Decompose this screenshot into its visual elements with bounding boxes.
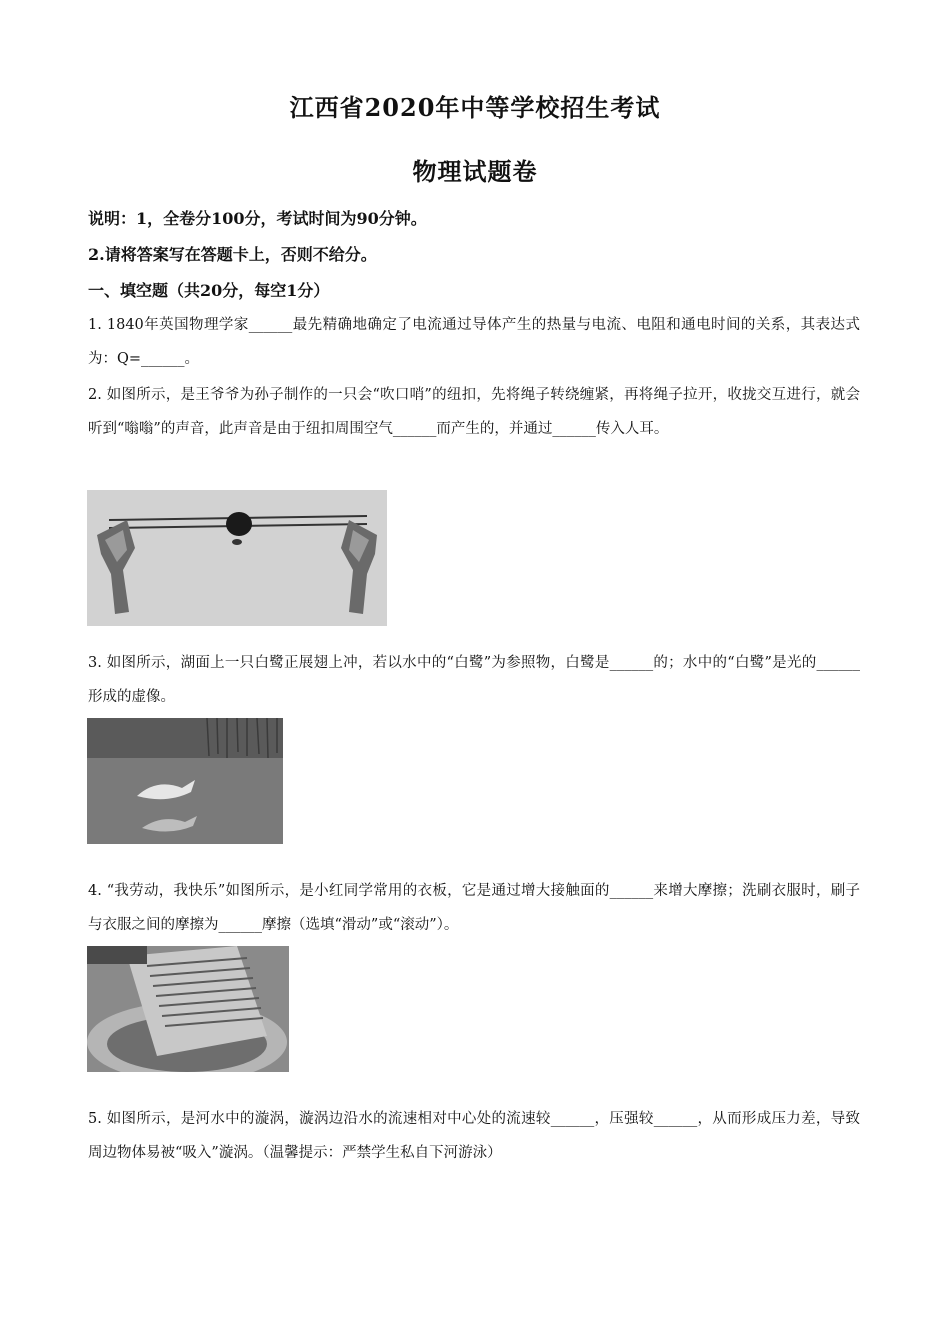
figure-egret-lake bbox=[87, 718, 283, 844]
section-heading: 一、填空题（共20分，每空1分） bbox=[88, 281, 330, 300]
exam-title: 江西省2020年中等学校招生考试 bbox=[289, 93, 661, 122]
question-5: 5. 如图所示，是河水中的漩涡，漩涡边沿水的流速相对中心处的流速较______，压强较______，从而形成压力差，导致周边物体易被“吸入”漩涡。（温馨提示：严禁学生私自下河游泳） bbox=[88, 1111, 860, 1161]
question-2: 2. 如图所示，是王爷爷为孙子制作的一只会“吹口哨”的纽扣，先将绳子转绕缠紧，再将绳子拉开，收拢交互进行，就会听到“嗡嗡”的声音，此声音是由于纽扣周围空气______而产生的，并通过______传入人耳。 bbox=[88, 387, 860, 437]
figure-washboard bbox=[87, 946, 289, 1072]
instruction-line-1: 说明：1，全卷分100分，考试时间为90分钟。 bbox=[88, 209, 427, 228]
instruction-line-2: 2.请将答案写在答题卡上，否则不给分。 bbox=[88, 245, 377, 264]
question-4: 4. “我劳动，我快乐”如图所示，是小红同学常用的衣板，它是通过增大接触面的______来增大摩擦；洗刷衣服时，刷子与衣服之间的摩擦为______摩擦（选填“滑动”或“滚动”）。 bbox=[88, 883, 860, 933]
washboard-image bbox=[87, 946, 289, 1072]
exam-subtitle: 物理试题卷 bbox=[412, 157, 538, 186]
question-3: 3. 如图所示，湖面上一只白鹭正展翅上冲，若以水中的“白鹭”为参照物，白鹭是______的；水中的“白鹭”是光的______形成的虚像。 bbox=[88, 655, 860, 705]
figure-whistle-button bbox=[87, 490, 387, 626]
egret-image bbox=[87, 718, 283, 844]
whistle-button-image bbox=[87, 490, 387, 626]
question-1: 1. 1840年英国物理学家______最先精确地确定了电流通过导体产生的热量与电流、电阻和通电时间的关系，其表达式为：Q=______。 bbox=[88, 317, 860, 367]
